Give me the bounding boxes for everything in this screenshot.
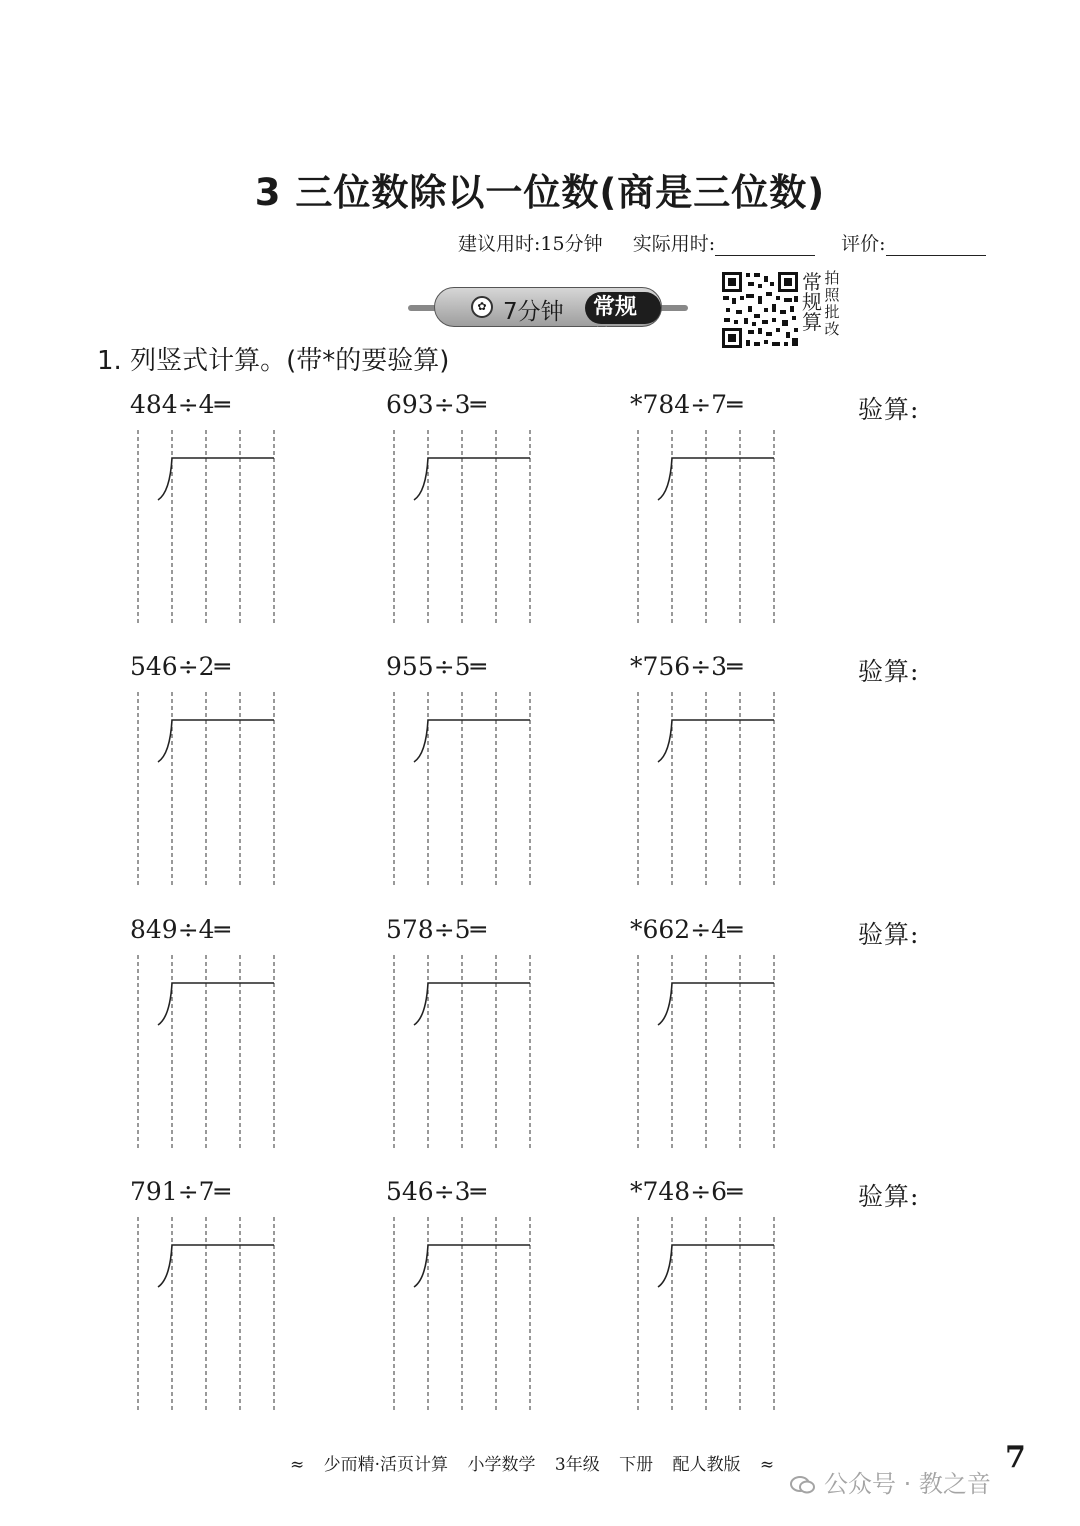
division-bracket: [158, 1245, 274, 1287]
actual-time-blank[interactable]: [715, 237, 815, 256]
long-division-grid[interactable]: [634, 955, 784, 1155]
check-label: 验算:: [858, 395, 920, 424]
check-label: 验算:: [858, 920, 920, 949]
footer-subject: 小学数学: [467, 1455, 536, 1475]
qr-caption: [800, 270, 845, 350]
long-division-grid[interactable]: [134, 955, 284, 1155]
page-title: 3 三位数除以一位数(商是三位数): [254, 171, 826, 214]
footer-volume: 下册: [619, 1455, 654, 1475]
wechat-icon: [790, 1475, 816, 1495]
problem-expression: 546÷3═: [386, 1177, 486, 1206]
time-badge: [408, 287, 688, 352]
time-limit-label: 7分钟: [503, 299, 564, 325]
qr-caption-col1: 常 规 算: [802, 270, 822, 334]
badge-pill: [434, 287, 662, 352]
qr-code-icon[interactable]: [720, 270, 800, 350]
problem-expression: *756÷3═: [630, 652, 743, 681]
division-bracket: [158, 458, 274, 500]
suggested-time: 建议用时:15分钟: [458, 233, 603, 255]
problem-expression: *748÷6═: [630, 1177, 743, 1206]
problem-expression: 693÷3═: [386, 390, 486, 419]
division-bracket: [658, 458, 774, 500]
problem-expression: 791÷7═: [130, 1177, 230, 1206]
problem-expression: 546÷2═: [130, 652, 230, 681]
problem-expression: *784÷7═: [630, 390, 743, 419]
badge-left-tail: [408, 305, 436, 311]
page-number: 7: [1005, 1440, 1026, 1475]
division-bracket: [658, 1245, 774, 1287]
problem-expression: 484÷4═: [130, 390, 230, 419]
medal-icon: ✿: [471, 296, 493, 318]
actual-time-label: 实际用时:: [632, 233, 716, 255]
division-bracket: [158, 983, 274, 1025]
problem-expression: *662÷4═: [630, 915, 743, 944]
time-and-rating-line: [458, 229, 986, 256]
footer-edition: 配人教版: [672, 1455, 741, 1475]
division-bracket: [658, 983, 774, 1025]
division-bracket: [414, 1245, 530, 1287]
rating-label: 评价:: [841, 233, 886, 255]
footer-deco-right: ≈: [759, 1455, 775, 1475]
long-division-grid[interactable]: [390, 1217, 540, 1417]
division-bracket: [158, 720, 274, 762]
long-division-grid[interactable]: [634, 430, 784, 630]
qr-caption-col2: 拍 照 批 改: [824, 269, 840, 338]
mode-label: 常规算: [585, 292, 661, 324]
long-division-grid[interactable]: [634, 1217, 784, 1417]
long-division-grid[interactable]: [634, 692, 784, 892]
long-division-grid[interactable]: [134, 430, 284, 630]
division-bracket: [414, 983, 530, 1025]
long-division-grid[interactable]: [134, 1217, 284, 1417]
check-label: 验算:: [858, 657, 920, 686]
problem-expression: 955÷5═: [386, 652, 486, 681]
division-bracket: [414, 720, 530, 762]
problem-expression: 578÷5═: [386, 915, 486, 944]
footer-book: 少而精·活页计算: [323, 1455, 449, 1475]
problem-expression: 849÷4═: [130, 915, 230, 944]
long-division-grid[interactable]: [390, 692, 540, 892]
long-division-grid[interactable]: [134, 692, 284, 892]
watermark: [790, 1464, 991, 1499]
badge-right-tail: [660, 305, 688, 311]
check-label: 验算:: [858, 1182, 920, 1211]
division-bracket: [658, 720, 774, 762]
division-bracket: [414, 458, 530, 500]
rating-blank[interactable]: [886, 237, 986, 256]
watermark-text: 公众号 · 教之音: [824, 1470, 991, 1498]
long-division-grid[interactable]: [390, 955, 540, 1155]
footer-grade: 3年级: [554, 1455, 600, 1475]
footer-deco-left: ≈: [290, 1455, 305, 1475]
long-division-grid[interactable]: [390, 430, 540, 630]
footer: [290, 1450, 788, 1475]
question-heading: 1. 列竖式计算。(带*的要验算): [97, 346, 450, 376]
